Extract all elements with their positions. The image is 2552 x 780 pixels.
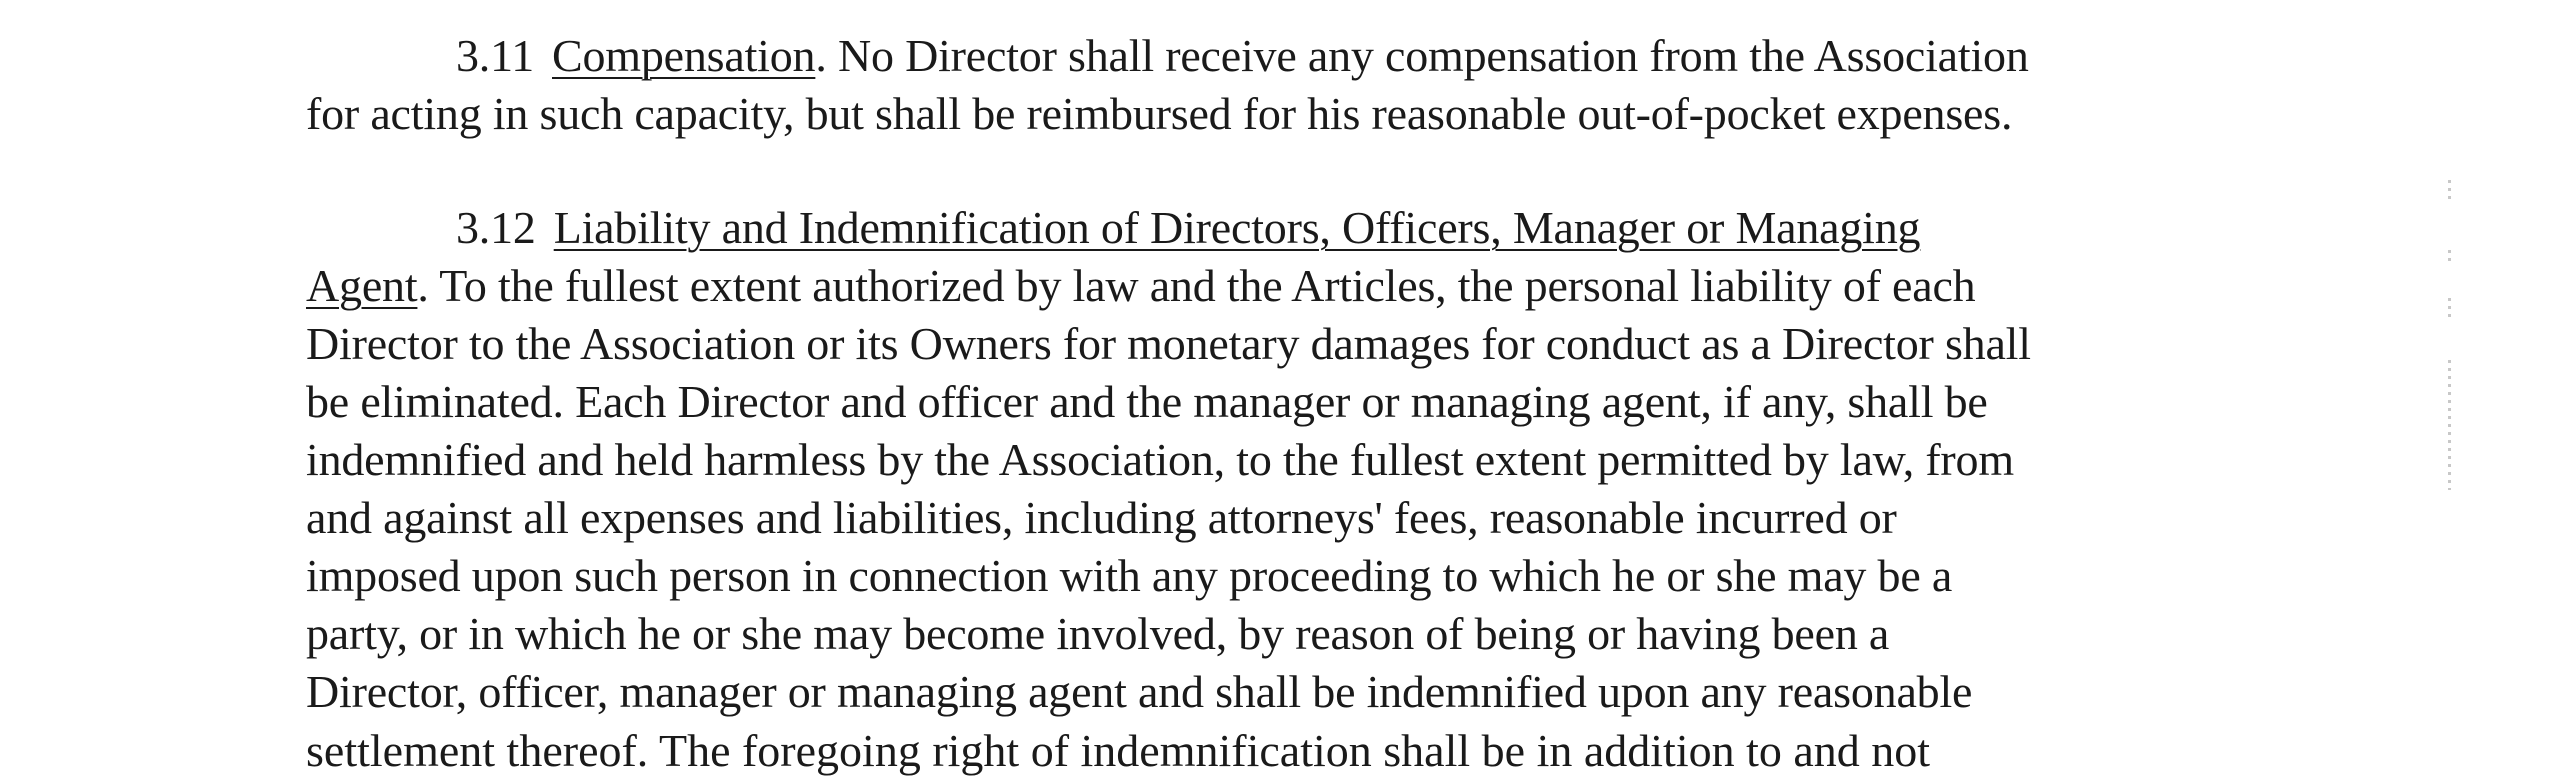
section-text-line: indemnified and held harmless by the Association, to the fullest extent permitted by law, from <box>306 434 2014 485</box>
scan-margin-marks <box>2448 180 2456 500</box>
section-text-line: be eliminated. Each Director and officer and the manager or managing agent, if any, shall be <box>306 376 1988 427</box>
scan-mark <box>2448 180 2451 204</box>
section-text-line: Director to the Association or its Owners for monetary damages for conduct as a Director shall <box>306 318 2031 369</box>
section-text-line: party, or in which he or she may become involved, by reason of being or having been a <box>306 608 1890 659</box>
section-heading: Compensation <box>552 30 816 81</box>
section-number: 3.11 <box>456 30 534 81</box>
scan-mark <box>2448 298 2451 322</box>
section-3-12-second-line <box>306 257 2176 315</box>
section-3-12 <box>306 199 2176 721</box>
section-text-line: and against all expenses and liabilities, including attorneys' fees, reasonable incurred or <box>306 492 1897 543</box>
section-text: . To the fullest extent authorized by law and the Articles, the personal liability of each <box>417 260 1976 311</box>
cut-off-text-line: settlement thereof. The foregoing right of indemnification shall be in addition to and not <box>306 725 1931 776</box>
scan-mark <box>2448 250 2451 262</box>
section-number: 3.12 <box>456 202 536 253</box>
section-3-11 <box>306 27 2176 143</box>
section-3-11-first-line <box>306 27 2176 85</box>
section-heading: Liability and Indemnification of Directors, Officers, Manager or Managing <box>553 202 1921 253</box>
section-text-line: imposed upon such person in connection with any proceeding to which he or she may be a <box>306 550 1953 601</box>
section-3-12-first-line <box>306 199 2176 257</box>
section-text-line: for acting in such capacity, but shall be reimbursed for his reasonable out-of-pocket expenses. <box>306 88 2013 139</box>
scan-mark <box>2448 360 2451 490</box>
section-text-line: Director, officer, manager or managing agent and shall be indemnified upon any reasonable <box>306 666 1973 717</box>
section-text: . No Director shall receive any compensation from the Association <box>815 30 2029 81</box>
section-heading-continued: Agent <box>306 260 418 311</box>
